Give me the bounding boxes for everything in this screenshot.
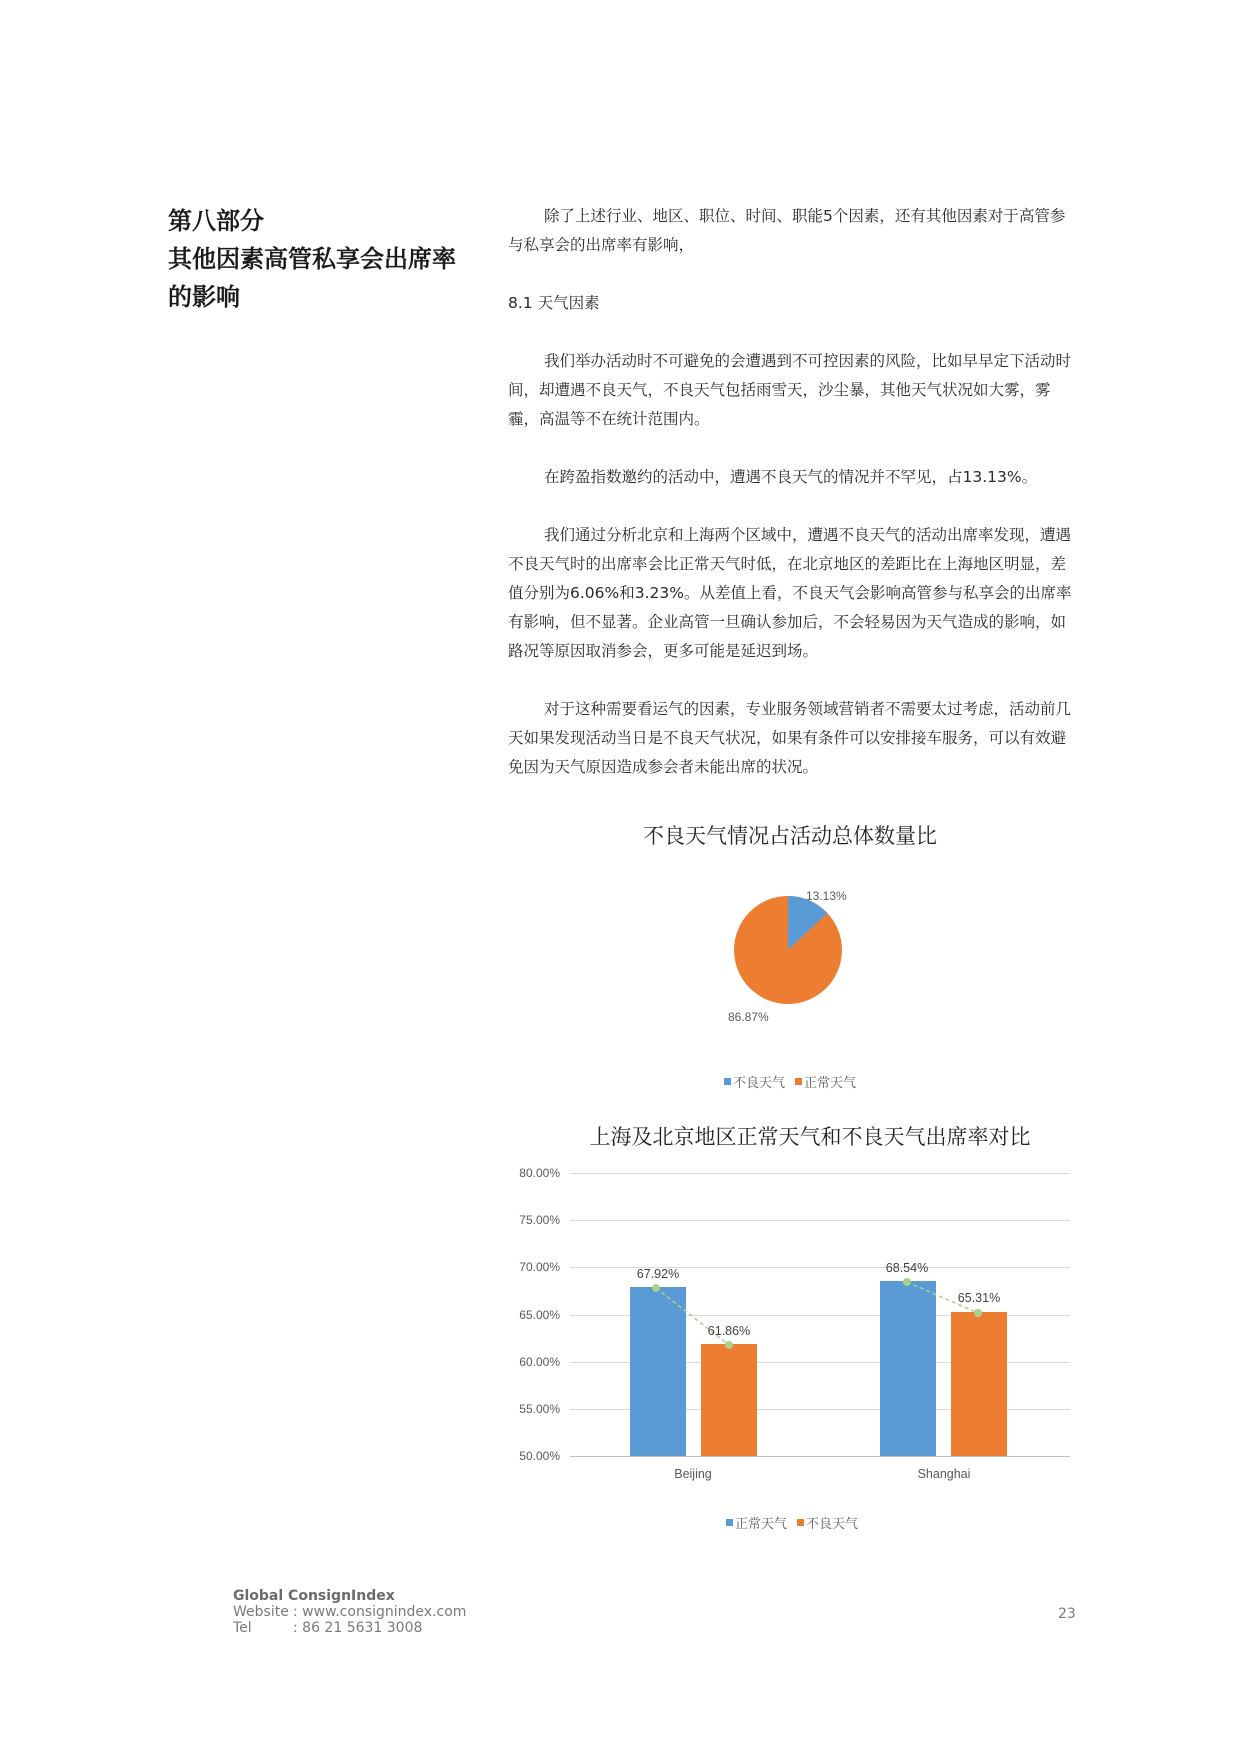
data-label-shanghai-bad: 65.31% [957, 1291, 1001, 1305]
data-label-beijing-normal: 67.92% [636, 1267, 680, 1281]
data-label-beijing-bad: 61.86% [707, 1324, 751, 1338]
footer-website: : www.consignindex.com [293, 1604, 467, 1620]
bar-legend [726, 1513, 858, 1532]
footer-tel-label: Tel [233, 1620, 252, 1636]
bar-chart-title: 上海及北京地区正常天气和不良天气出席率对比 [589, 1125, 1031, 1149]
footer-brand: Global ConsignIndex [233, 1588, 395, 1604]
legend-item-bad-weather: 不良天气 [797, 1513, 858, 1532]
x-category-shanghai: Shanghai [917, 1467, 971, 1481]
subsection-heading: 8.1 天气因素 [508, 294, 600, 312]
data-label-shanghai-normal: 68.54% [885, 1261, 929, 1275]
footer-website-label: Website [233, 1604, 289, 1620]
intro-paragraph: 除了上述行业、地区、职位、时间、职能5个因素，还有其他因素对于高管参与私享会的出席率有影响， [508, 207, 1066, 254]
y-tick-75: 75.00% [519, 1213, 560, 1227]
footer [233, 1588, 466, 1636]
footer-tel: : 86 21 5631 3008 [293, 1620, 423, 1636]
page-number: 23 [1058, 1606, 1076, 1622]
legend-item-normal-weather: 正常天气 [726, 1513, 787, 1532]
legend-item-normal-weather: 正常天气 [795, 1072, 856, 1091]
trend-marker [652, 1284, 660, 1292]
footer-tel-row [233, 1620, 466, 1636]
y-tick-70: 70.00% [519, 1260, 560, 1274]
y-tick-80: 80.00% [519, 1166, 560, 1180]
y-tick-55: 55.00% [519, 1402, 560, 1416]
legend-swatch-blue [726, 1519, 733, 1526]
paragraph-1: 我们举办活动时不可避免的会遭遇到不可控因素的风险，比如早早定下活动时间，却遭遇不良天气，不良天气包括雨雪天，沙尘暴，其他天气状况如大雾，雾霾，高温等不在统计范围内。 [508, 352, 1072, 428]
footer-website-row [233, 1604, 466, 1620]
y-tick-60: 60.00% [519, 1355, 560, 1369]
section-part-label: 第八部分 [168, 207, 264, 235]
paragraph-4: 对于这种需要看运气的因素，专业服务领域营销者不需要太过考虑，活动前几天如果发现活动当日是不良天气状况，如果有条件可以安排接车服务，可以有效避免因为天气原因造成参会者未能出席的状况。 [508, 700, 1072, 776]
legend-swatch-orange [797, 1519, 804, 1526]
paragraph-3: 我们通过分析北京和上海两个区域中，遭遇不良天气的活动出席率发现，遭遇不良天气时的出席率会比正常天气时低，在北京地区的差距比在上海地区明显，差值分别为6.06%和3.23%。从差值上看，不良天气会影响高管参与私享会的出席率有影响，但不显著。企业高管一旦确认参加后，不会轻易因为天气造成的影响，如路况等原因取消参会，更多可能是延迟到场。 [508, 526, 1072, 660]
x-category-beijing: Beijing [674, 1467, 712, 1481]
trend-marker [974, 1309, 982, 1317]
pie-chart-title: 不良天气情况占活动总体数量比 [643, 824, 937, 848]
pie-label-normal-weather: 86.87% [728, 1010, 769, 1024]
y-tick-50: 50.00% [519, 1449, 560, 1463]
y-tick-65: 65.00% [519, 1308, 560, 1322]
paragraph-2: 在跨盈指数邀约的活动中，遭遇不良天气的情况并不罕见，占13.13%。 [544, 468, 1038, 486]
trend-marker [725, 1341, 733, 1349]
section-title-line1: 其他因素高管私享会出席率 [168, 245, 456, 273]
trend-marker [903, 1278, 911, 1286]
pie-label-bad-weather: 13.13% [806, 889, 847, 903]
legend-item-bad-weather: 不良天气 [724, 1072, 785, 1091]
section-title-line2: 的影响 [168, 283, 240, 311]
